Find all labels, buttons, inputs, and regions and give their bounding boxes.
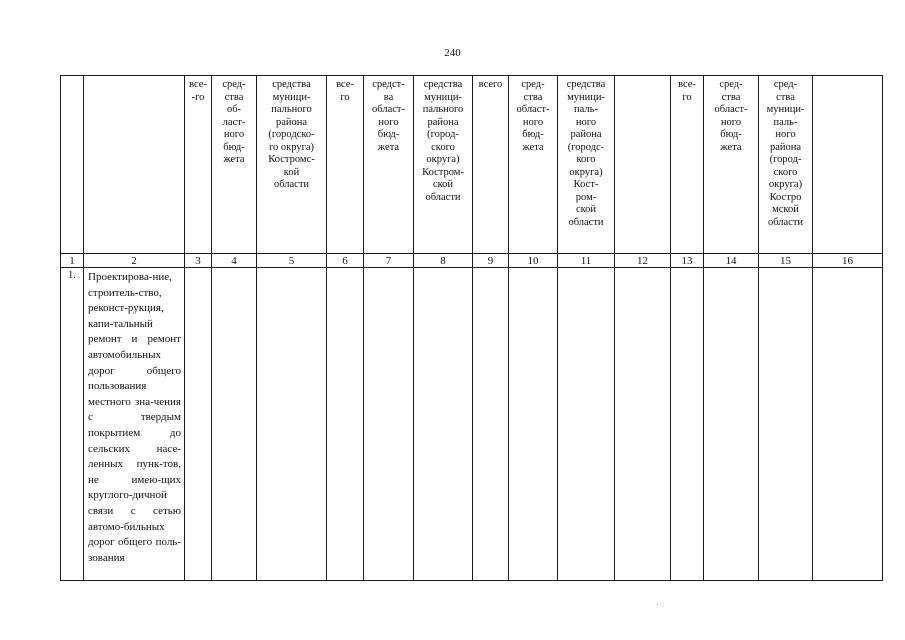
header-row <box>61 76 883 254</box>
table-cell <box>473 268 509 581</box>
header-cell-total: всего <box>473 76 509 254</box>
header-cell <box>813 76 883 254</box>
header-cell-municipal-funds: сред- ства муници- паль- ного района (город- ского округа) Костро мской области <box>759 76 813 254</box>
column-number: 14 <box>704 254 759 268</box>
header-cell-municipal-funds: средства муници- пального района (город- ского округа) Костром- ской области <box>414 76 473 254</box>
column-number: 6 <box>327 254 364 268</box>
header-cell-regional-budget: сред- ства област- ного бюд- жета <box>509 76 558 254</box>
header-cell <box>615 76 671 254</box>
row-description: Проектирова-ние, строитель-ство, реконст-рукция, капи-тальный ремонт и ремонт автомобильных дорог общего пользования местного зна-чения с твердым покрытием до сельских насе-ленных пунк-тов, не имею-щих круглого-дичной связи с сетью автомо-бильных дорог общего поль-зования <box>84 268 185 581</box>
column-number: 4 <box>212 254 257 268</box>
table-cell <box>414 268 473 581</box>
table-cell <box>364 268 414 581</box>
column-number: 2 <box>84 254 185 268</box>
column-number: 9 <box>473 254 509 268</box>
table-cell <box>327 268 364 581</box>
column-number: 10 <box>509 254 558 268</box>
column-number: 16 <box>813 254 883 268</box>
column-number: 15 <box>759 254 813 268</box>
column-number: 5 <box>257 254 327 268</box>
table-cell <box>671 268 704 581</box>
column-number: 3 <box>185 254 212 268</box>
table-cell <box>759 268 813 581</box>
table-cell <box>615 268 671 581</box>
header-cell-total: все- -го <box>185 76 212 254</box>
table-cell <box>185 268 212 581</box>
row-number: 1. <box>61 268 84 581</box>
table-cell <box>509 268 558 581</box>
column-number: 11 <box>558 254 615 268</box>
column-number-row <box>61 254 883 268</box>
header-cell-regional-budget: сред- ства област- ного бюд- жета <box>704 76 759 254</box>
header-cell-municipal-funds: средства муници- паль- ного района (городс- кого округа) Кост- ром- ской области <box>558 76 615 254</box>
header-cell-municipal-funds: средства муници- пального района (городско- го округа) Костромс- кой области <box>257 76 327 254</box>
header-cell-total: все- го <box>671 76 704 254</box>
budget-table <box>60 75 883 581</box>
column-number: 1 <box>61 254 84 268</box>
table-cell <box>212 268 257 581</box>
column-number: 13 <box>671 254 704 268</box>
table-cell <box>558 268 615 581</box>
table-cell <box>704 268 759 581</box>
table-cell <box>813 268 883 581</box>
table-cell <box>257 268 327 581</box>
header-cell <box>61 76 84 254</box>
table-row <box>61 268 883 581</box>
column-number: 7 <box>364 254 414 268</box>
header-cell <box>84 76 185 254</box>
header-cell-regional-budget: сред- ства об- ласт- ного бюд- жета <box>212 76 257 254</box>
header-cell-total: все- го <box>327 76 364 254</box>
header-cell-regional-budget: средст- ва област- ного бюд- жета <box>364 76 414 254</box>
page-number: 240 <box>444 47 461 59</box>
scan-speck <box>657 604 658 605</box>
column-number: 12 <box>615 254 671 268</box>
column-number: 8 <box>414 254 473 268</box>
